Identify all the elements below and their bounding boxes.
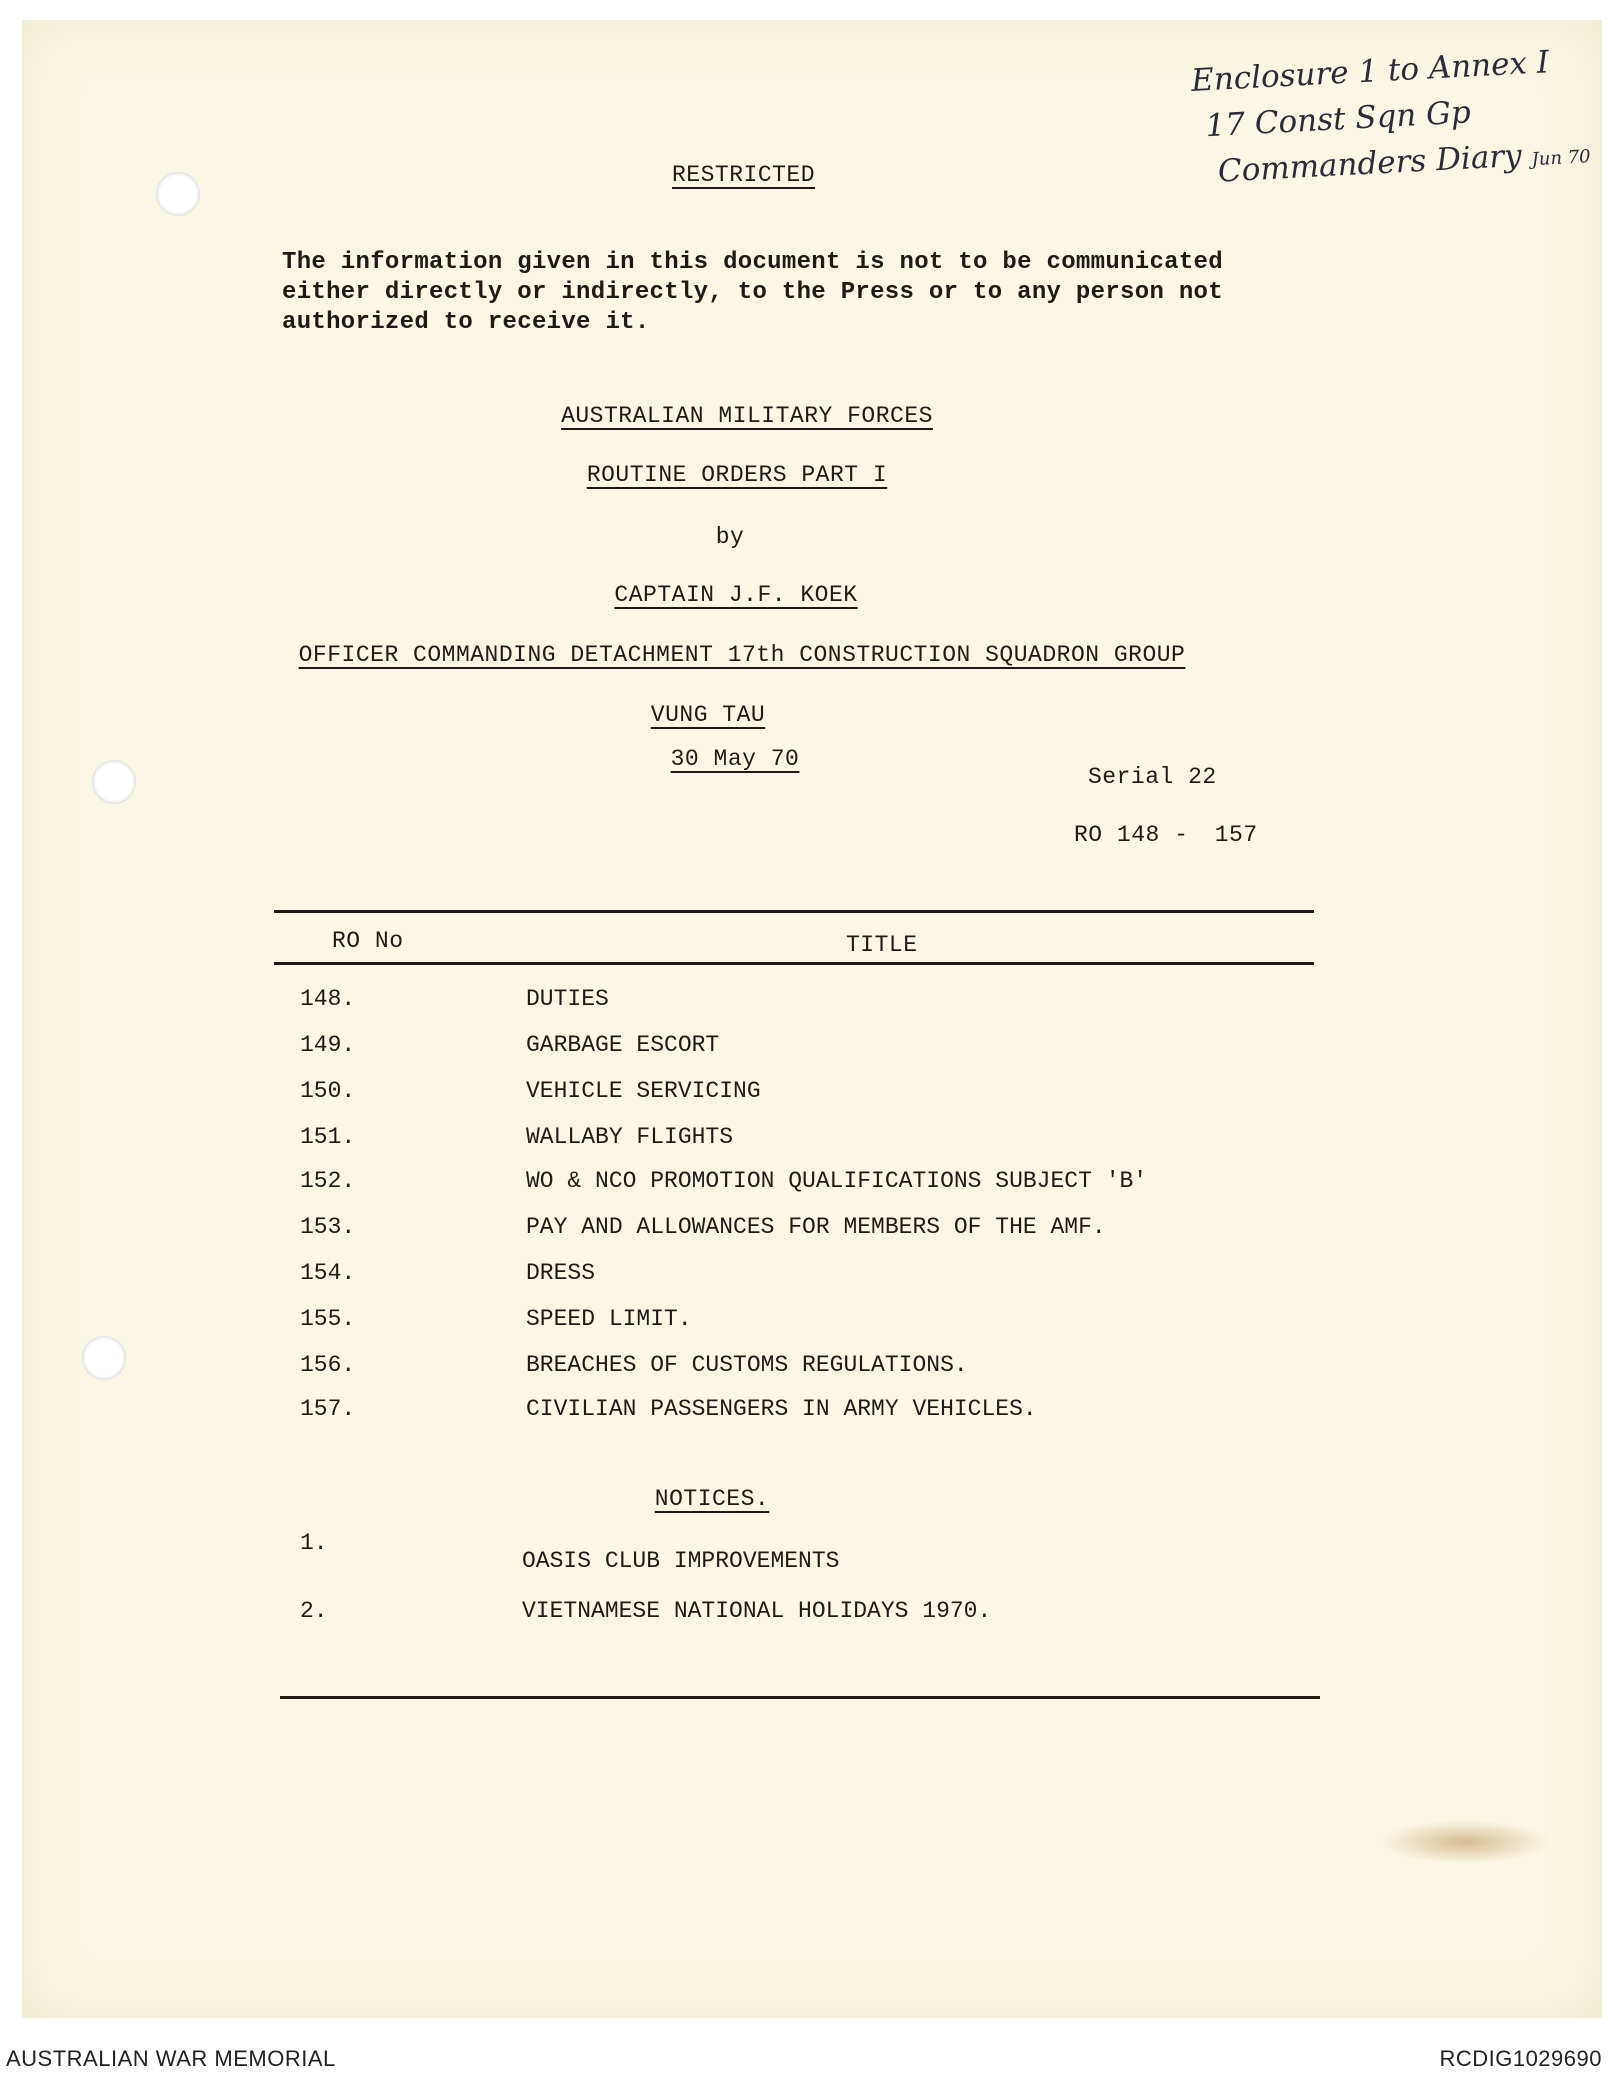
ro-range <box>1074 822 1258 848</box>
ro-number: 152. <box>300 1168 356 1194</box>
ro-title: DRESS <box>526 1260 596 1286</box>
location-heading: VUNG TAU <box>650 702 766 728</box>
orders-heading: ROUTINE ORDERS PART I <box>586 462 888 488</box>
column-header-title: TITLE <box>846 932 918 958</box>
forces-heading: AUSTRALIAN MILITARY FORCES <box>561 403 933 429</box>
ro-number: 157. <box>300 1396 356 1422</box>
ro-title: SPEED LIMIT. <box>526 1306 692 1332</box>
ro-title: VEHICLE SERVICING <box>526 1078 761 1104</box>
bottom-rule <box>280 1696 1320 1699</box>
notice-number: 1. <box>300 1530 328 1556</box>
footer-id: RCDIG1029690 <box>1439 2046 1602 2071</box>
handwritten-annotation <box>1190 37 1592 200</box>
punch-hole-top <box>156 172 200 216</box>
appointment-heading: OFFICER COMMANDING DETACHMENT 17th CONSTRUCTION SQUADRON GROUP <box>298 642 1186 668</box>
notices-heading: NOTICES. <box>654 1486 770 1512</box>
serial-number: Serial 22 <box>1088 764 1217 790</box>
classification-heading: RESTRICTED <box>672 162 816 188</box>
ro-title: BREACHES OF CUSTOMS REGULATIONS. <box>526 1352 968 1378</box>
ro-number: 149. <box>300 1032 356 1058</box>
date-heading: 30 May 70 <box>670 746 800 772</box>
ro-number: 150. <box>300 1078 356 1104</box>
footer-source: AUSTRALIAN WAR MEMORIAL <box>6 2046 336 2071</box>
annotation-line-3-text: Commanders Diary <box>1217 137 1523 190</box>
notice-line-3: authorized to receive it. <box>282 309 650 336</box>
ro-title: DUTIES <box>526 986 609 1012</box>
ro-number: 153. <box>300 1214 356 1240</box>
ro-title: GARBAGE ESCORT <box>526 1032 720 1058</box>
ro-range-end: 157 <box>1214 822 1258 848</box>
punch-hole-bottom <box>82 1336 126 1380</box>
confidentiality-notice <box>282 248 1262 338</box>
ro-number: 156. <box>300 1352 356 1378</box>
ro-number: 148. <box>300 986 356 1012</box>
punch-hole-middle <box>92 760 136 804</box>
ro-title: CIVILIAN PASSENGERS IN ARMY VEHICLES. <box>526 1396 1037 1422</box>
notice-title: VIETNAMESE NATIONAL HOLIDAYS 1970. <box>522 1598 992 1624</box>
ro-number: 155. <box>300 1306 356 1332</box>
ro-range-prefix: RO 148 - <box>1074 822 1189 848</box>
table-top-rule <box>274 910 1314 913</box>
annotation-line-2: 17 Const Sqn Gp <box>1204 94 1472 145</box>
ro-title: WO & NCO PROMOTION QUALIFICATIONS SUBJECT 'B' <box>526 1168 1148 1194</box>
paper-stain <box>1380 1820 1550 1864</box>
ro-title: WALLABY FLIGHTS <box>526 1124 734 1150</box>
annotation-line-1: Enclosure 1 to Annex I <box>1190 44 1550 99</box>
notice-line-1: The information given in this document is not to be communicated <box>282 249 1223 276</box>
notice-line-2: either directly or indirectly, to the Press or to any person not <box>282 279 1223 306</box>
by-text: by <box>715 524 745 550</box>
notice-number: 2. <box>300 1598 328 1624</box>
ro-number: 154. <box>300 1260 356 1286</box>
column-header-ro-no: RO No <box>332 928 404 954</box>
ro-number: 151. <box>300 1124 356 1150</box>
annotation-line-3-date: Jun 70 <box>1531 146 1592 171</box>
table-header-rule <box>274 962 1314 965</box>
officer-name: CAPTAIN J.F. KOEK <box>614 582 858 608</box>
ro-title: PAY AND ALLOWANCES FOR MEMBERS OF THE AMF. <box>526 1214 1106 1240</box>
notice-title: OASIS CLUB IMPROVEMENTS <box>522 1548 840 1574</box>
